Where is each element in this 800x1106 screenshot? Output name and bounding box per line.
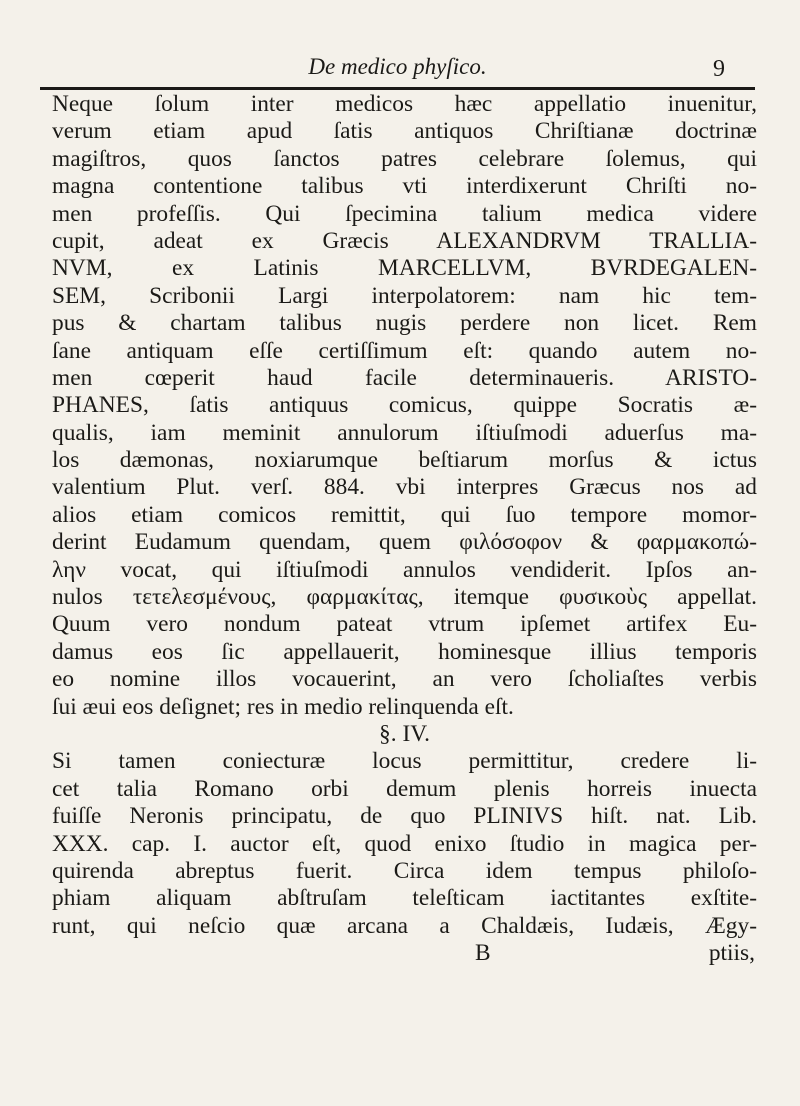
- text-line: cet talia Romano orbi demum plenis horreis inuecta: [52, 775, 757, 802]
- text-line: eo nomine illos vocauerint, an vero ſcholiaſtes verbis: [52, 666, 757, 693]
- text-line: qualis, iam meminit annulorum iſtiuſmodi aduerſus ma-: [52, 419, 757, 446]
- text-line: pus & chartam talibus nugis perdere non licet. Rem: [52, 310, 757, 337]
- text-line: magna contentione talibus vti interdixerunt Chriſti no-: [52, 173, 757, 200]
- page-number: 9: [713, 56, 725, 82]
- text-line: Neque ſolum inter medicos hæc appellatio inuenitur,: [52, 91, 757, 117]
- text-line: nulos τετελεσμένους, φαρμακίτας, itemque φυσικοὺς appellat.: [52, 584, 757, 611]
- text-line: alios etiam comicos remittit, qui ſuo tempore momor-: [52, 501, 757, 528]
- text-line: SEM, Scribonii Largi interpolatorem: nam hic tem-: [52, 282, 757, 309]
- text-line: XXX. cap. I. auctor eſt, quod enixo ſtudio in magica per-: [52, 830, 757, 857]
- text-line: quirenda abreptus fuerit. Circa idem tempus philoſo-: [52, 857, 757, 884]
- text-line: verum etiam apud ſatis antiquos Chriſtianæ doctrinæ: [52, 118, 757, 145]
- text-line: men cœperit haud facile determinaueris. ARISTO-: [52, 364, 757, 391]
- text-line: ſane antiquam eſſe certiſſimum eſt: quando autem no-: [52, 337, 757, 364]
- text-line: Quum vero nondum pateat vtrum ipſemet artifex Eu-: [52, 611, 757, 638]
- head-rule: [40, 87, 755, 90]
- signature-mark: B: [475, 940, 491, 967]
- text-line: NVM, ex Latinis MARCELLVM, BVRDEGALEN-: [52, 255, 757, 282]
- running-head: [40, 52, 755, 92]
- text-line: phiam aliquam abſtruſam teleſticam iactitantes exſtite-: [52, 885, 757, 912]
- running-head-title: De medico phyſico.: [308, 54, 487, 79]
- text-line: valentium Plut. verſ. 884. vbi interpres Græcus nos ad: [52, 474, 757, 501]
- text-line: ſui æui eos deſignet; res in medio relinquenda eſt.: [52, 693, 514, 720]
- footer-line: [52, 940, 757, 967]
- text-line: los dæmonas, noxiarumque beſtiarum morſus & ictus: [52, 447, 757, 474]
- section-heading: §. IV.: [379, 720, 430, 747]
- text-line: magiſtros, quos ſanctos patres celebrare ſolemus, qui: [52, 145, 757, 172]
- text-line: fuiſſe Neronis principatu, de quo PLINIVS hiſt. nat. Lib.: [52, 803, 757, 830]
- catchword: ptiis,: [708, 940, 755, 967]
- text-line: men profeſſis. Qui ſpecimina talium medica videre: [52, 200, 757, 227]
- text-line: derint Eudamum quendam, quem φιλόσοφον & φαρμακοπώ-: [52, 529, 757, 556]
- text-line: cupit, adeat ex Græcis ALEXANDRVM TRALLIA-: [52, 227, 757, 254]
- text-line: Si tamen coniecturæ locus permittitur, credere li-: [52, 748, 757, 775]
- text-line: λην vocat, qui iſtiuſmodi annulos vendiderit. Ipſos an-: [52, 556, 757, 583]
- text-line: PHANES, ſatis antiquus comicus, quippe Socratis æ-: [52, 392, 757, 419]
- text-line: damus eos ſic appellauerit, hominesque illius temporis: [52, 638, 757, 665]
- body-text: [52, 91, 782, 968]
- text-line: runt, qui neſcio quæ arcana a Chaldæis, Iudæis, Ægy-: [52, 912, 757, 939]
